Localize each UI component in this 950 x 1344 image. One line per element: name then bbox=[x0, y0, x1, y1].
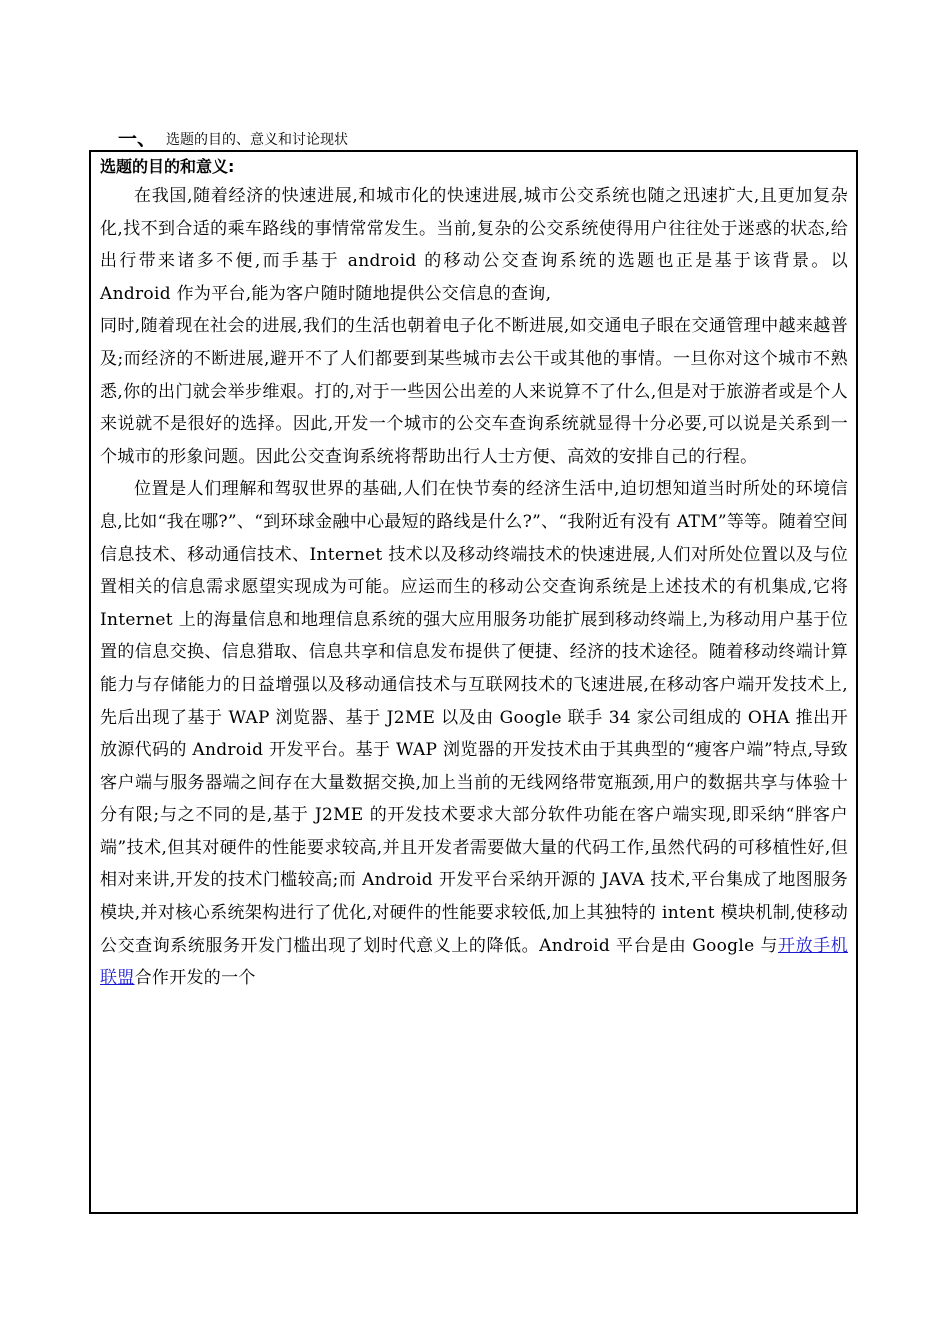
section-heading bbox=[118, 128, 348, 150]
paragraph-3 bbox=[100, 473, 848, 995]
paragraph-1: 在我国,随着经济的快速进展,和城市化的快速进展,城市公交系统也随之迅速扩大,且更加复杂化,找不到合适的乘车路线的事情常常发生。当前,复杂的公交系统使得用户往往处于迷惑的状态,给出行带来诸多不便,而手基于 android 的移动公交查询系统的选题也正是基于该背景。以 Android 作为平台,能为客户随时随地提供公交信息的查询, bbox=[100, 186, 848, 304]
paragraph-3-tail: 合作开发的一个 bbox=[134, 968, 256, 989]
section-title: 选题的目的、意义和讨论现状 bbox=[166, 132, 349, 148]
paragraph-2: 同时,随着现在社会的进展,我们的生活也朝着电子化不断进展,如交通电子眼在交通管理中越来越普及;而经济的不断进展,避开不了人们都要到某些城市去公干或其他的事情。一旦你对这个城市不熟悉,你的出门就会举步维艰。打的,对于一些因公出差的人来说算不了什么,但是对于旅游者或是个人来说就不是很好的选择。因此,开发一个城市的公交车查询系统就显得十分必要,可以说是关系到一个城市的形象问题。因此公交查询系统将帮助出行人士方便、高效的安排自己的行程。 bbox=[100, 316, 848, 467]
content-box bbox=[89, 150, 858, 1214]
open-handset-alliance-link[interactable]: 开放手机联盟 bbox=[100, 935, 848, 989]
box-inner bbox=[91, 152, 856, 995]
paragraph-3-text: 位置是人们理解和驾驭世界的基础,人们在快节奏的经济生活中,迫切想知道当时所处的环境信息,比如“我在哪?”、“到环球金融中心最短的路线是什么?”、“我附近有没有 ATM”等等。随着空间信息技术、移动通信技术、Internet 技术以及移动终端技术的快速进展,人们对所处位置以及与位置相关的信息需求愿望实现成为可能。应运而生的移动公交查询系统是上述技术的有机集成,它将 Internet 上的海量信息和地理信息系统的强大应用服务功能扩展到移动终端上,为移动用户基于位置的信息交换、信息猎取、信息共享和信息发布提供了便捷、经济的技术途径。随着移动终端计算能力与存储能力的日益增强以及移动通信技术与互联网技术的飞速进展,在移动客户端开发技术上,先后出现了基于 WAP 浏览器、基于 J2ME 以及由 Google 联手 34 家公司组成的 OHA 推出开放源代码的 Android 开发平台。基于 WAP 浏览器的开发技术由于其典型的“瘦客户端”特点,导致客户端与服务器端之间存在大量数据交换,加上当前的无线网络带宽瓶颈,用户的数据共享与体验十分有限;与之不同的是,基于 J2ME 的开发技术要求大部分软件功能在客户端实现,即采纳“胖客户端”技术,但其对硬件的性能要求较高,并且开发者需要做大量的代码工作,虽然代码的可移植性好,但相对来讲,开发的技术门槛较高;而 Android 开发平台采纳开源的 JAVA 技术,平台集成了地图服务模块,并对核心系统架构进行了优化,对硬件的性能要求较低,加上其独特的 intent 模块机制,使移动公交查询系统服务开发门槛出现了划时代意义上的降低。Android 平台是由 Google 与 bbox=[100, 479, 848, 956]
box-heading: 选题的目的和意义: bbox=[100, 157, 235, 176]
section-number: 一、 bbox=[118, 128, 157, 150]
